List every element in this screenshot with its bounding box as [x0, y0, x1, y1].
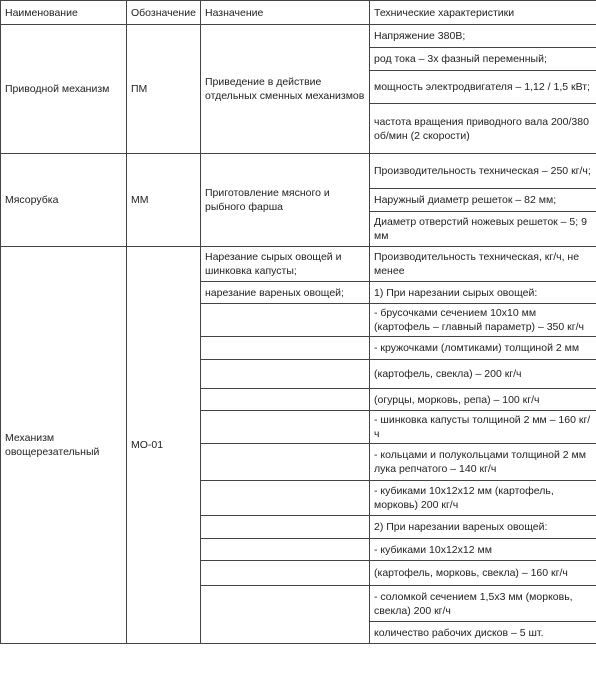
table-row — [1, 25, 596, 48]
row-purpose — [201, 539, 370, 561]
row-purpose — [201, 360, 370, 389]
row-purpose — [201, 516, 370, 539]
row-purpose — [201, 586, 370, 644]
row-spec: - кружочками (ломтиками) толщиной 2 мм — [370, 337, 596, 360]
row-name: Механизм овощерезательный — [1, 247, 127, 644]
table-row — [1, 154, 596, 189]
row-spec: - соломкой сечением 1,5х3 мм (морковь, свекла) 200 кг/ч — [370, 586, 596, 622]
row-purpose — [201, 389, 370, 411]
row-purpose: Приведение в действие отдельных сменных механизмов — [201, 25, 370, 154]
row-purpose: Нарезание сырых овощей и шинковка капусты; — [201, 247, 370, 282]
row-spec: Напряжение 380В; — [370, 25, 596, 48]
row-spec: (огурцы, морковь, репа) – 100 кг/ч — [370, 389, 596, 411]
row-name: Приводной механизм — [1, 25, 127, 154]
row-purpose — [201, 304, 370, 337]
row-purpose — [201, 561, 370, 586]
row-spec: Производительность техническая, кг/ч, не менее — [370, 247, 596, 282]
row-spec: частота вращения приводного вала 200/380 об/мин (2 скорости) — [370, 104, 596, 154]
table-row — [1, 247, 596, 282]
header-specs: Технические характеристики — [370, 1, 596, 25]
row-purpose — [201, 411, 370, 444]
header-name: Наименование — [1, 1, 127, 25]
row-spec: - брусочками сечением 10х10 мм (картофель – главный параметр) – 350 кг/ч — [370, 304, 596, 337]
row-code: ПМ — [127, 25, 201, 154]
row-spec: род тока – 3х фазный переменный; — [370, 48, 596, 71]
row-spec: 1) При нарезании сырых овощей: — [370, 282, 596, 304]
header-purpose: Назначение — [201, 1, 370, 25]
row-purpose — [201, 444, 370, 481]
row-spec: - кольцами и полукольцами толщиной 2 мм лука репчатого – 140 кг/ч — [370, 444, 596, 481]
row-spec: (картофель, свекла) – 200 кг/ч — [370, 360, 596, 389]
row-spec: Наружный диаметр решеток – 82 мм; — [370, 189, 596, 212]
header-row — [1, 1, 596, 25]
row-spec: 2) При нарезании вареных овощей: — [370, 516, 596, 539]
row-spec: количество рабочих дисков – 5 шт. — [370, 622, 596, 644]
header-code: Обозначение — [127, 1, 201, 25]
row-spec: мощность электродвигателя – 1,12 / 1,5 кВт; — [370, 71, 596, 104]
row-purpose — [201, 337, 370, 360]
row-code: МО-01 — [127, 247, 201, 644]
row-code: ММ — [127, 154, 201, 247]
row-purpose: Приготовление мясного и рыбного фарша — [201, 154, 370, 247]
row-spec: Производительность техническая – 250 кг/ч; — [370, 154, 596, 189]
row-spec: - кубиками 10х12х12 мм — [370, 539, 596, 561]
row-name: Мясорубка — [1, 154, 127, 247]
row-spec: - кубиками 10х12х12 мм (картофель, морковь) 200 кг/ч — [370, 481, 596, 516]
row-spec: (картофель, морковь, свекла) – 160 кг/ч — [370, 561, 596, 586]
row-spec: - шинковка капусты толщиной 2 мм – 160 кг/ч — [370, 411, 596, 444]
row-purpose: нарезание вареных овощей; — [201, 282, 370, 304]
row-spec: Диаметр отверстий ножевых решеток – 5; 9 мм — [370, 212, 596, 247]
row-purpose — [201, 481, 370, 516]
